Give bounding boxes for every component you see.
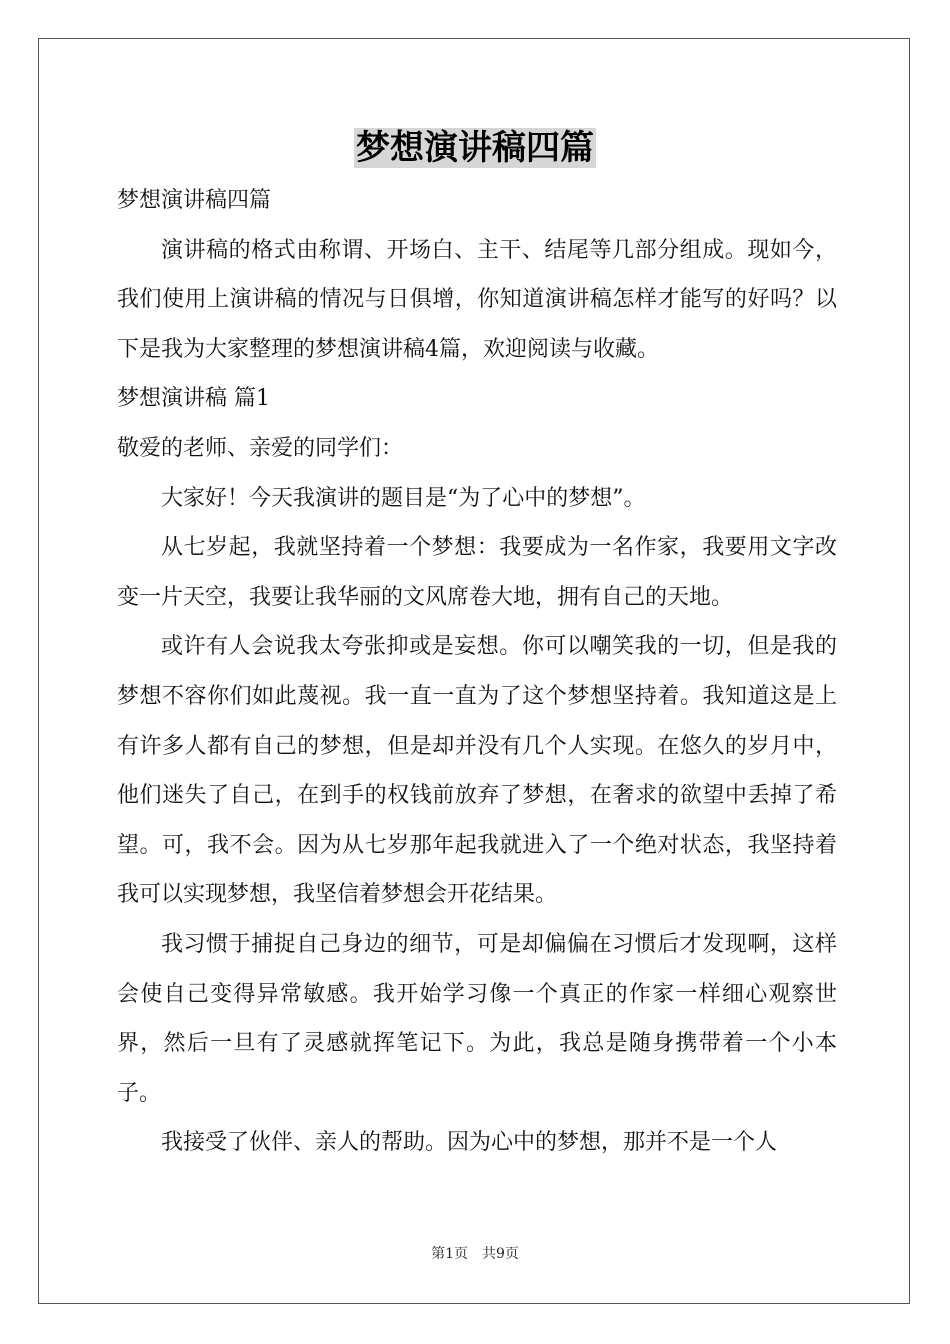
paragraph: 梦想演讲稿 篇1 — [117, 386, 270, 412]
paragraph: 大家好！今天我演讲的题目是“为了心中的梦想”。 — [161, 485, 646, 511]
paragraph: 敬爱的老师、亲爱的同学们： — [117, 435, 404, 461]
page-footer: 第1页 共9页 — [431, 1246, 519, 1262]
document-title-text: 梦想演讲稿四篇 — [356, 128, 594, 168]
document-body — [117, 176, 837, 1168]
paragraph: 我接受了伙伴、亲人的帮助。因为心中的梦想，那并不是一个人 — [161, 1130, 778, 1156]
paragraph: 我习惯于捕捉自己身边的细节，可是却偏偏在习惯后才发现啊，这样会使自己变得异常敏感。我开始学习像一个真正的作家一样细心观察世界，然后一旦有了灵感就挥笔记下。为此，我总是随身携带着一个小本子。 — [117, 931, 837, 1106]
paragraph: 或许有人会说我太夸张抑或是妄想。你可以嘲笑我的一切，但是我的梦想不容你们如此蔑视。我一直一直为了这个梦想坚持着。我知道这是上有许多人都有自己的梦想，但是却并没有几个人实现。在悠久的岁月中，他们迷失了自己，在到手的权钱前放弃了梦想，在奢求的欲望中丢掉了希望。可，我不会。因为从七岁那年起我就进入了一个绝对状态，我坚持着我可以实现梦想，我坚信着梦想会开花结果。 — [117, 634, 837, 908]
paragraph: 梦想演讲稿四篇 — [117, 188, 272, 213]
paragraph: 演讲稿的格式由称谓、开场白、主干、结尾等几部分组成。现如今，我们使用上演讲稿的情况与日俱增，你知道演讲稿怎样才能写的好吗？以下是我为大家整理的梦想演讲稿4篇，欢迎阅读与收藏。 — [117, 237, 837, 362]
paragraph: 从七岁起，我就坚持着一个梦想：我要成为一名作家，我要用文字改变一片天空，我要让我华丽的文风席卷大地，拥有自己的天地。 — [117, 535, 837, 610]
document-title — [0, 126, 950, 170]
